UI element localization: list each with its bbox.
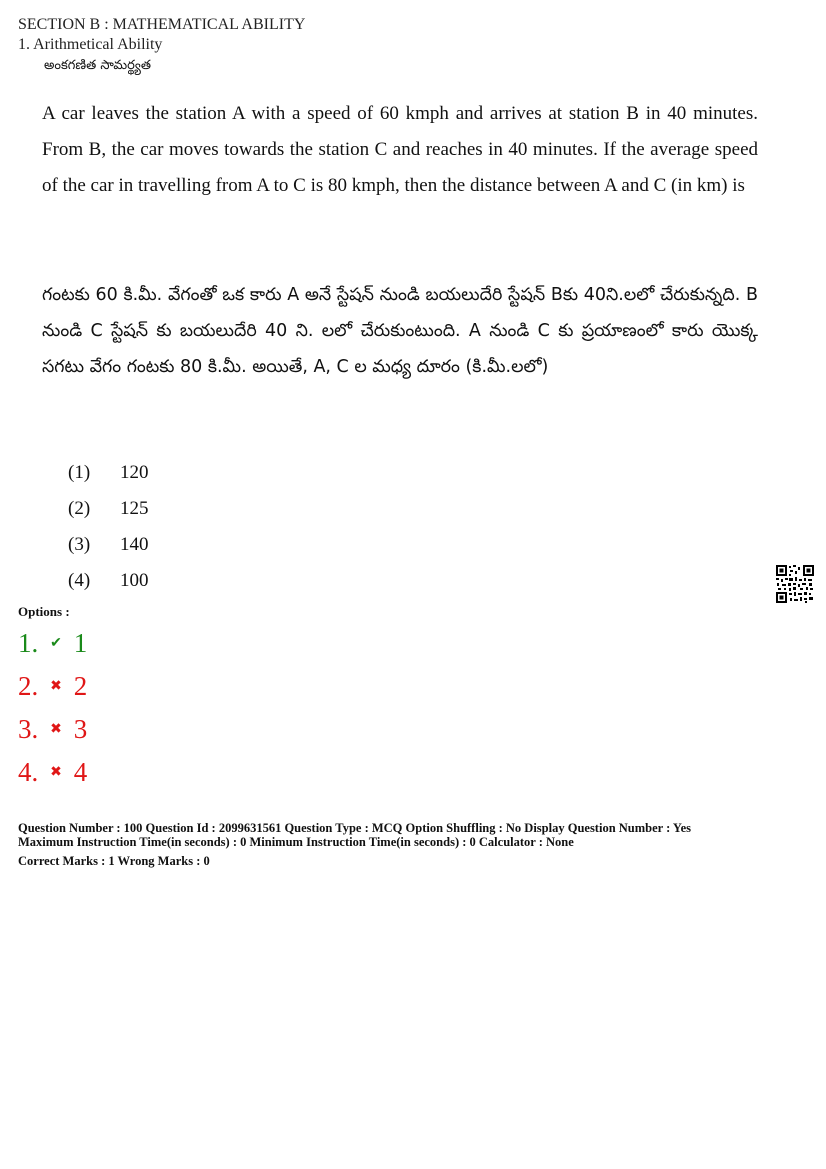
section-title: SECTION B : MATHEMATICAL ABILITY [18, 16, 306, 33]
option-number: 2. [18, 671, 39, 701]
choice-number: (3) [68, 534, 91, 555]
question-meta-line-3: Correct Marks : 1 Wrong Marks : 0 [18, 854, 210, 868]
cross-icon: ✖ [50, 764, 62, 780]
question-text-telugu: గంటకు 60 కి.మీ. వేగంతో ఒక కారు A అనే స్టేషన్ నుండి బయలుదేరి స్టేషన్ Bకు 40ని.లలో చేరుకున్నది. B నుండి C స్టేషన్ కు బయలుదేరి 40 ని. లలో చేరుకుంటుంది. A నుండి C కు ప్రయాణంలో కారు యొక్క సగటు వేగం గంటకు 80 కి.మీ. అయితే, A, C ల మధ్య దూరం (కి.మీ.లలో) [42, 285, 758, 377]
choice-value: 100 [120, 570, 149, 591]
cross-icon: ✖ [50, 721, 62, 737]
option-number: 3. [18, 714, 39, 744]
choice-number: (4) [68, 570, 91, 591]
option-2 [18, 671, 87, 704]
option-3 [18, 714, 87, 747]
option-number: 4. [18, 757, 39, 787]
topic-title-telugu: అంకగణిత సామర్థ్యత [44, 58, 152, 73]
question-text-english: A car leaves the station A with a speed of 60 kmph and arrives at station B in 40 minutes. From B, the car moves towards the station C and reaches in 40 minutes. If the average speed of the car in travelling from A to C is 80 kmph, then the distance between A and C (in km) is [42, 103, 758, 196]
choice-4 [68, 570, 149, 592]
option-number: 1. [18, 628, 39, 658]
option-value: 1 [73, 628, 88, 658]
option-4 [18, 757, 87, 790]
choice-1 [68, 462, 149, 484]
cross-icon: ✖ [50, 678, 62, 694]
choice-number: (1) [68, 462, 91, 483]
choice-value: 125 [120, 498, 149, 519]
option-value: 3 [73, 714, 88, 744]
options-label: Options : [18, 604, 70, 619]
option-1 [18, 628, 87, 661]
choice-value: 140 [120, 534, 149, 555]
option-value: 4 [73, 757, 88, 787]
choice-value: 120 [120, 462, 149, 483]
qr-code-icon [776, 565, 814, 603]
question-meta-line-2: Maximum Instruction Time(in seconds) : 0 Minimum Instruction Time(in seconds) : 0 Calculator : None [18, 835, 574, 849]
option-value: 2 [73, 671, 88, 701]
choice-2 [68, 498, 149, 520]
question-meta-line-1: Question Number : 100 Question Id : 2099631561 Question Type : MCQ Option Shuffling : No Display Question Number : Yes [18, 821, 691, 835]
check-icon: ✔ [50, 635, 62, 651]
choice-number: (2) [68, 498, 91, 519]
topic-title: 1. Arithmetical Ability [18, 36, 163, 53]
choice-3 [68, 534, 149, 556]
